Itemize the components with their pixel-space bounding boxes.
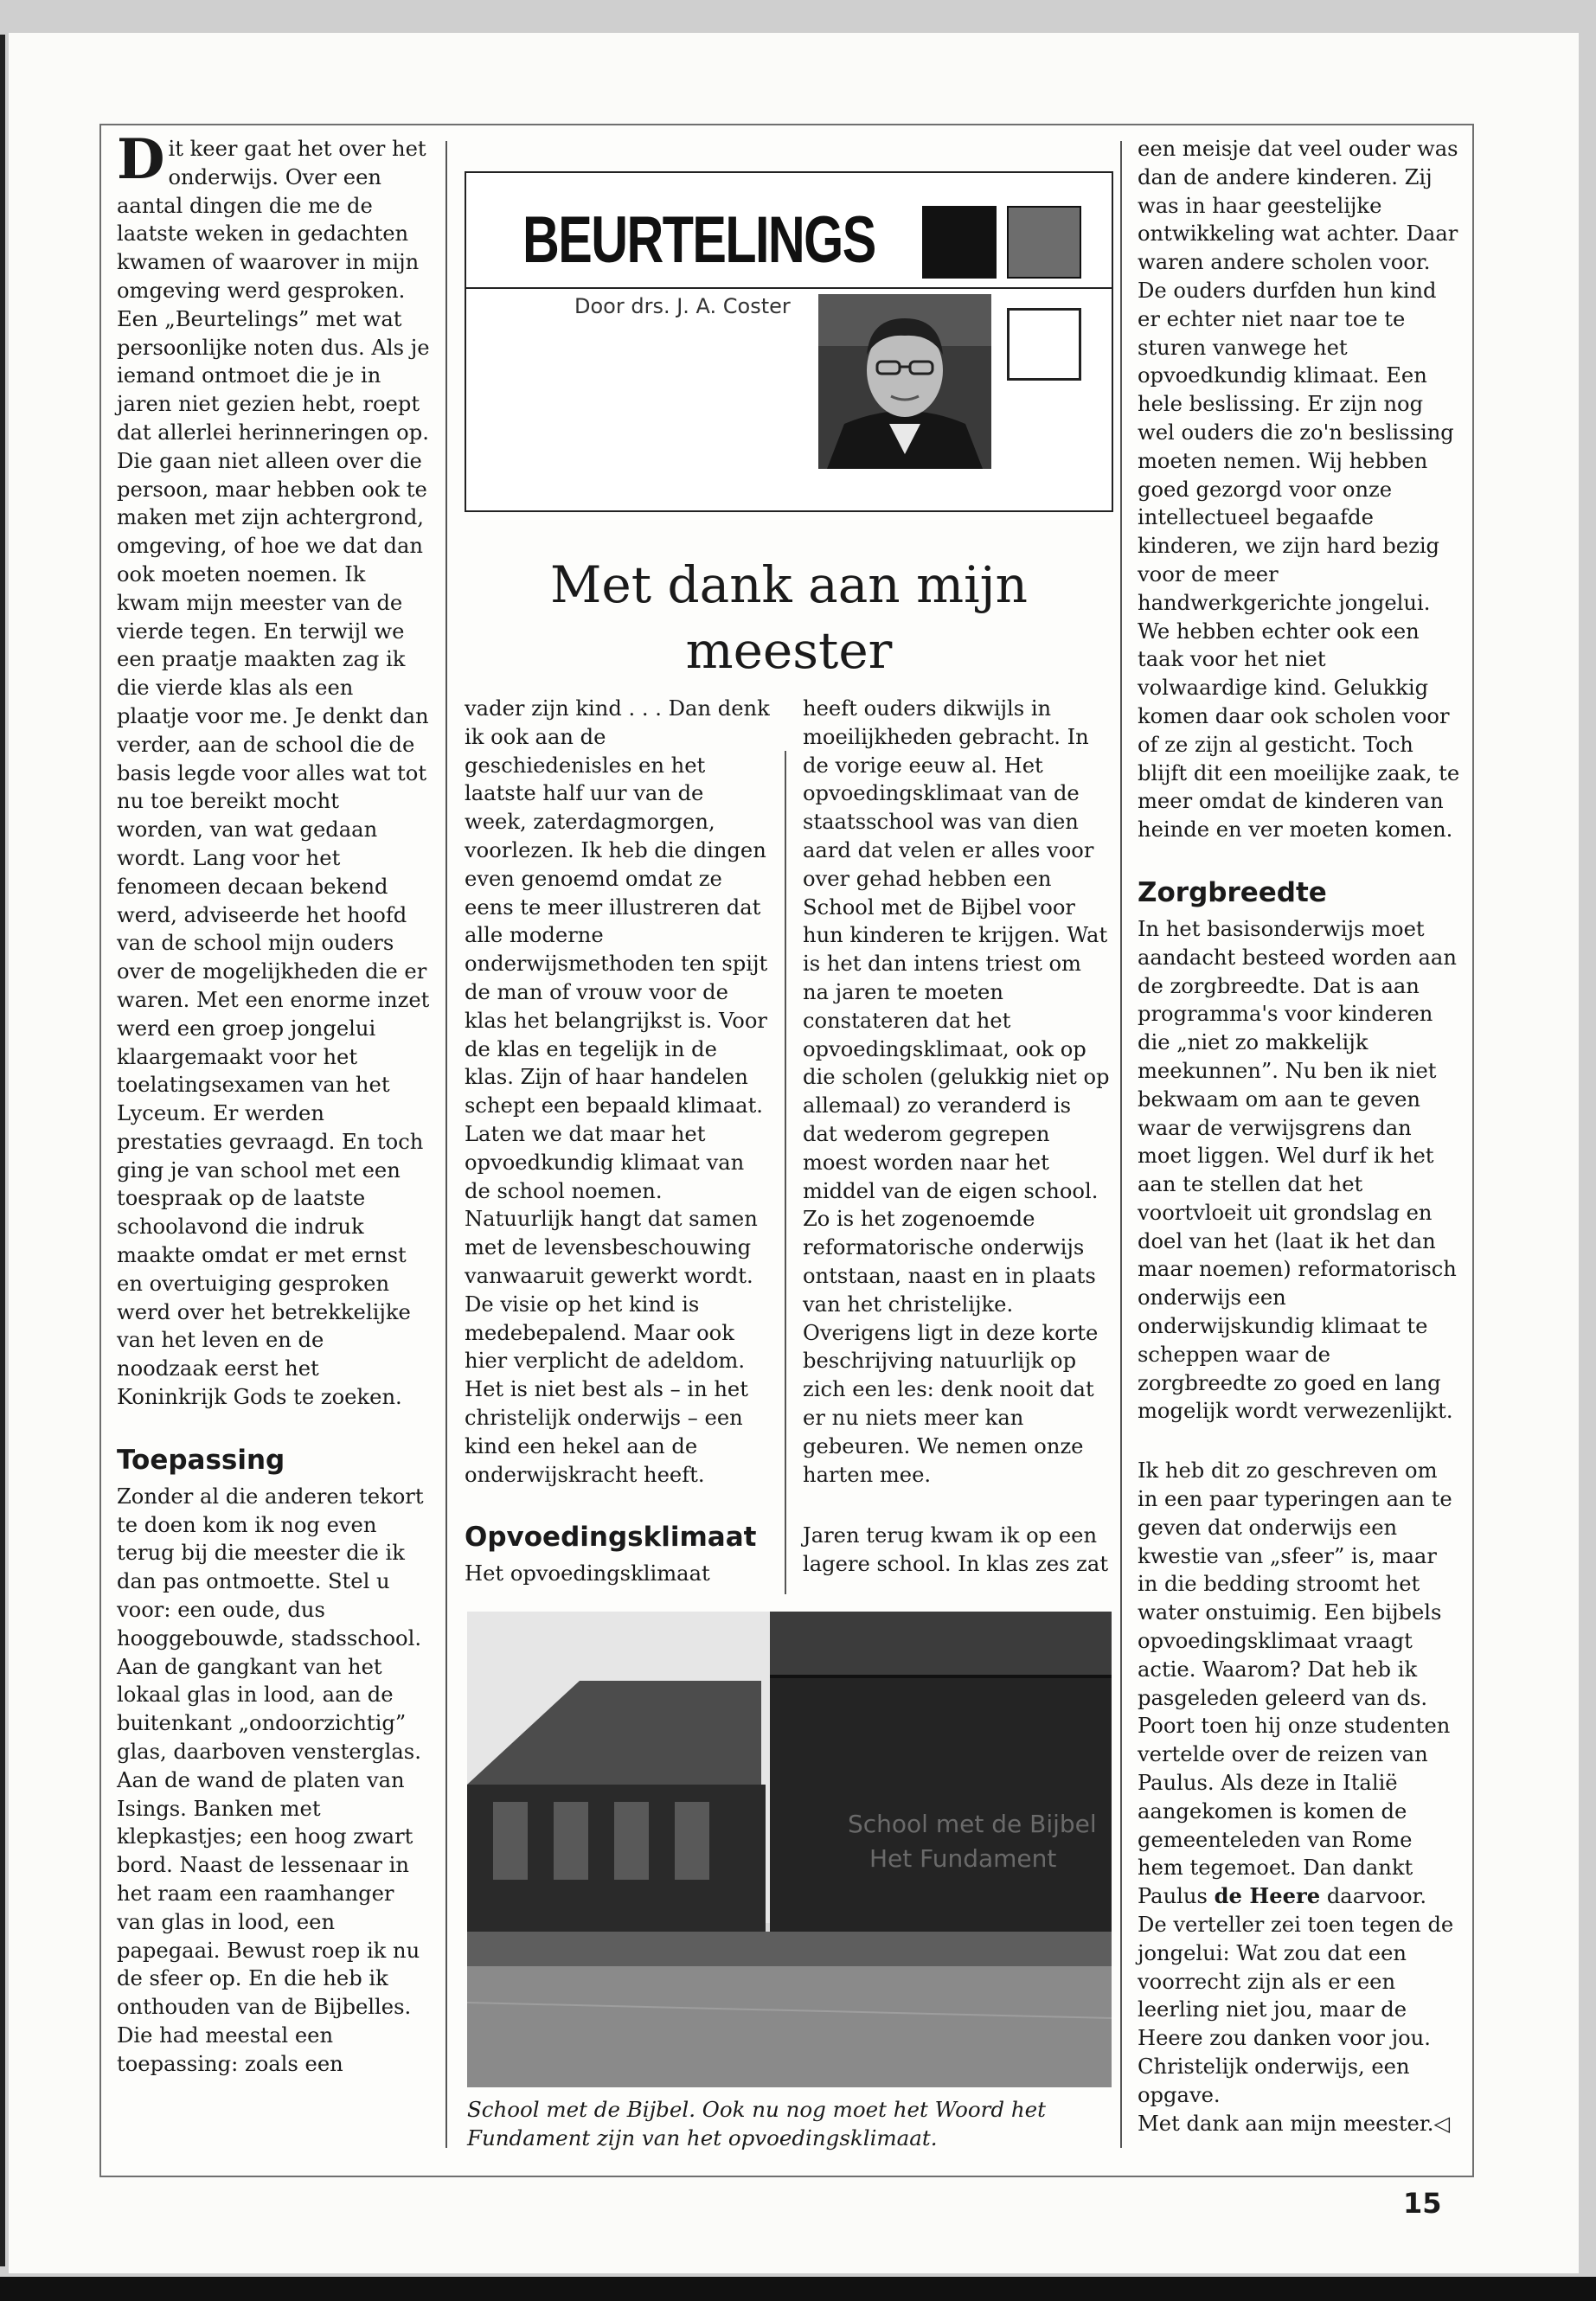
white-square: [1007, 308, 1081, 381]
closing-line: Met dank aan mijn meester.◁: [1138, 2111, 1451, 2136]
beurtelings-masthead: [465, 171, 1113, 512]
heading-toepassing: Toepassing: [117, 1444, 285, 1476]
scan-edge-bottom: [0, 2277, 1596, 2301]
masthead-divider: [466, 287, 1112, 289]
heading-zorgbreedte: Zorgbreedte: [1138, 876, 1327, 908]
bold-de-heere: de Heere: [1214, 1883, 1321, 1909]
column-4: [1138, 135, 1462, 2138]
column-rule-1: [445, 141, 447, 2148]
column-4-paragraph: een meisje dat veel ouder was dan de andere kinderen. Zij was in haar geestelijke ontwikkeling wat achter. Daar waren andere scholen voor. De ouders durfden hun kind er echter niet naar toe te sturen vanwege het opvoedkundig klimaat. Een hele beslissing. Er zijn nog wel ouders die zo'n beslissing moeten nemen. Wij hebben goed gezorgd voor onze intellectueel begaafde kinderen, we zijn hard bezig voor de meer handwerkgerichte jongelui. We hebben echter ook een taak voor het niet volwaardige kind. Gelukkig komen daar ook scholen voor of ze zijn al gesticht. Toch blijft dit een moeilijke zaak, te meer omdat de kinderen van heinde en ver moeten komen.: [1138, 137, 1460, 843]
school-sign-line-2: Het Fundament: [869, 1844, 1057, 1873]
column-rule-2: [1120, 141, 1122, 2148]
toepassing-paragraph: Zonder al die anderen tekort te doen kom ik nog even terug bij die meester die ik dan pas ontmoette. Stel u voor: een oude, dus hooggebouwde, stadsschool. Aan de gangkant van het lokaal glas in lood, aan de buitenkant „ondoorzichtig” glas, daarboven vensterglas. Aan de wand de platen van Isings. Banken met klepkastjes; een hoog zwart bord. Naast de lessenaar in het raam een raamhanger van glas in lood, een papegaai. Bewust roep ik nu de sfeer op. En die heb ik onthouden van de Bijbelles. Die had meestal een toepassing: zoals een: [117, 1484, 424, 2076]
magazine-page: [9, 33, 1579, 2273]
gray-square: [1007, 206, 1081, 279]
page-number: 15: [1403, 2187, 1442, 2220]
zorgbreedte-paragraph: In het basisonderwijs moet aandacht besteed worden aan de zorgbreedte. Dat is aan programma's voor kinderen die „niet zo makkelijk meekunnen”. Nu ben ik niet bekwaam om aan te geven waar de verwijsgrens dan moet liggen. Wel durf ik het aan te stellen dat het voortvloeit uit grondslag en doel van het (laat ik het dan maar noemen) reformatorisch onderwijs een onderwijskundig klimaat te scheppen waar de zorgbreedte zo goed en lang mogelijk wordt verwezenlijkt.: [1138, 916, 1457, 1424]
drop-cap: D: [117, 127, 165, 192]
intro-paragraph: Dit keer gaat het over het onderwijs. Over een aantal dingen die me de laatste weken in gedachten kwamen of waarover in mijn omgeving werd gesproken. Een „Beurtelings” met wat persoonlijke noten dus. Als je iemand ontmoet die je in jaren niet gezien hebt, roept dat allerlei herinneringen op. Die gaan niet alleen over die persoon, maar hebben ook te maken met zijn achtergrond, omgeving, of hoe we dat dan ook moeten noemen. Ik kwam mijn meester van de vierde tegen. En terwijl we een praatje maakten zag ik die vierde klas als een plaatje voor me. Je denkt dan verder, aan de school die de basis legde voor alles wat tot nu toe bereikt mocht worden, van wat gedaan wordt. Lang voor het fenomeen decaan bekend werd, adviseerde het hoofd van de school mijn ouders over de mogelijkheden die er waren. Met een enorme inzet werd een groep jongelui klaargemaakt voor het toelatingsexamen van het Lyceum. Er werden prestaties gevraagd. En toch ging je van school met een toespraak op de laatste schoolavond die indruk maakte omdat er met ernst en overtuiging gesproken werd over het betrekkelijke van het leven en de noodzaak eerst het Koninkrijk Gods te zoeken.: [117, 127, 430, 1410]
closing-paragraph: Ik heb dit zo geschreven om in een paar typeringen aan te geven dat onderwijs een kwestie van „sfeer” is, maar in die bedding stroomt het water onstuimig. Een bijbels opvoedingsklimaat vraagt actie. Waarom? Dat heb ik pasgeleden geleerd van ds. Poort toen hij onze studenten vertelde over de reizen van Paulus. Als deze in Italië aangekomen is komen de gemeenteleden van Rome hem tegemoet. Dan dankt Paulus de Heere daarvoor. De verteller zei toen tegen de jongelui: Wat zou dat een voorrecht zijn als er een leerling niet jou, maar de Heere zou danken voor jou. Christelijk onderwijs, een opgave.: [1138, 1458, 1454, 2107]
photo-caption: School met de Bijbel. Ook nu nog moet het Woord het Fundament zijn van het opvoedingsklimaat.: [467, 2097, 1046, 2150]
end-mark-icon: ◁: [1433, 2111, 1451, 2136]
school-building-image: [467, 1612, 1112, 2087]
scan-edge-left: [0, 35, 5, 2266]
school-photograph: [467, 1612, 1112, 2087]
column-3-second-paragraph: Jaren terug kwam ik op een lagere school. In klas zes zat: [803, 1523, 1109, 1577]
masthead-title: BEURTELINGS: [522, 203, 875, 277]
column-3-paragraph: heeft ouders dikwijls in moeilijkheden gebracht. In de vorige eeuw al. Het opvoedingsklimaat van de staatsschool was van dien aard dat velen er alles voor over gehad hebben een School met de Bijbel voor hun kinderen te krijgen. Wat is het dan intens triest om na jaren te moeten constateren dat het opvoedingsklimaat, ook op die scholen (gelukkig niet op allemaal) zo veranderd is dat wederom gegrepen moest worden naar het middel van de eigen school. Zo is het zogenoemde reformatorische onderwijs ontstaan, naast en in plaats van het christelijke. Overigens ligt in deze korte beschrijving natuurlijk op zich een les: denk nooit dat er nu niets meer kan gebeuren. We nemen onze harten mee.: [803, 696, 1110, 1487]
heading-opvoedingsklimaat: Opvoedingsklimaat: [465, 1522, 757, 1554]
article-headline: Met dank aan mijn meester: [550, 555, 1028, 680]
column-1: [117, 127, 430, 2079]
portrait-image: [818, 294, 991, 469]
author-portrait: [818, 294, 991, 469]
opvoedingsklimaat-paragraph: Het opvoedingsklimaat: [465, 1561, 710, 1586]
column-2: [465, 695, 772, 1588]
author-byline: Door drs. J. A. Coster: [574, 294, 791, 318]
school-sign-line-1: School met de Bijbel: [848, 1810, 1097, 1838]
black-square: [922, 206, 997, 279]
column-3: [803, 695, 1110, 1579]
column-rule-3: [785, 751, 786, 1594]
column-2-paragraph: vader zijn kind . . . Dan denk ik ook aan de geschiedenisles en het laatste half uur van de week, zaterdagmorgen, voorlezen. Ik heb die dingen even genoemd omdat ze eens te meer illustreren dat alle moderne onderwijsmethoden ten spijt de man of vrouw voor de klas het belangrijkst is. Voor de klas en tegelijk in de klas. Zijn of haar handelen schept een bepaald klimaat. Laten we dat maar het opvoedkundig klimaat van de school noemen. Natuurlijk hangt dat samen met de levensbeschouwing vanwaaruit gewerkt wordt. De visie op het kind is medebepalend. Maar ook hier verplicht de adeldom. Het is niet best als – in het christelijk onderwijs – een kind een hekel aan de onderwijskracht heeft.: [465, 696, 770, 1487]
